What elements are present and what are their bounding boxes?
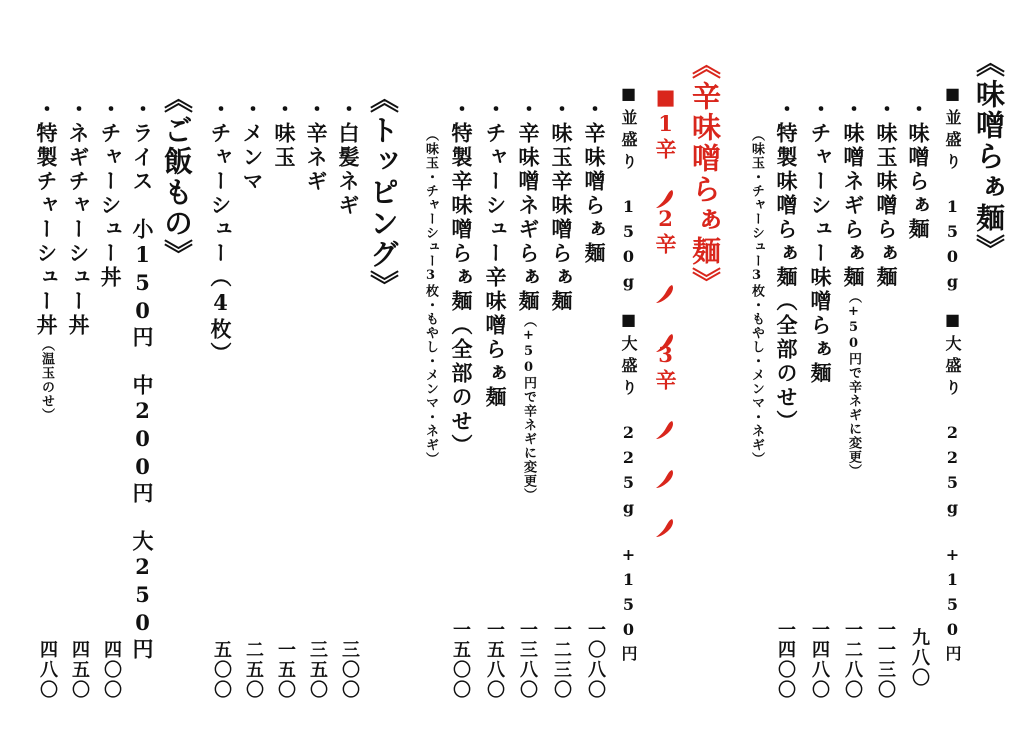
miso-item-price: 一四〇〇 (775, 620, 796, 700)
spicy-item-price: 一〇八〇 (585, 620, 606, 700)
spicy-level-3 (654, 342, 676, 539)
rice-section-title: 《ご飯もの》 (160, 84, 194, 270)
miso-item-price: 一四八〇 (809, 620, 830, 700)
miso-item-name: ・特製味噌らぁ麺（全部のせ） (774, 98, 799, 434)
miso-size-regular: ■並盛り 150g (943, 84, 962, 297)
miso-item-note: （+50円で辛ネギに変更） (846, 290, 861, 478)
chili-pepper-icon (654, 419, 676, 441)
spicy-level-label: 2辛 (653, 206, 678, 256)
spicy-item-name: ・チャーシュー辛味噌らぁ麺 (483, 98, 508, 410)
miso-item-name (843, 98, 864, 478)
miso-item-label: ・味噌ネギらぁ麺 (841, 98, 866, 290)
miso-tokusei-note: （味玉・チャーシュー3枚・もやし・メンマ・ネギ） (749, 128, 764, 466)
topping-section-title: 《トッピング》 (366, 84, 400, 301)
spicy-item-price: 一二三〇 (551, 620, 572, 700)
rice-item-name: ・ライス 小150円 中200円 大250円 (130, 98, 155, 662)
spicy-item-price: 一三八〇 (517, 620, 538, 700)
miso-item-name: ・味噌らぁ麺 (906, 98, 931, 242)
spicy-size-large: ■大盛り 225g +150円 (619, 310, 638, 667)
spicy-level-label: ■1辛 (653, 84, 678, 161)
rice-item-note: （温玉のせ） (39, 338, 54, 422)
spicy-size-regular: ■並盛り 150g (619, 84, 638, 297)
spicy-level-label: 3辛 (653, 342, 678, 392)
topping-item-price: 一五〇 (275, 640, 296, 700)
topping-item-name: ・白髪ネギ (336, 98, 361, 218)
miso-item-price: 一一三〇 (875, 620, 896, 700)
rice-item-label: ・特製チャーシュー丼 (34, 98, 59, 338)
spicy-item-price: 一五〇〇 (450, 620, 471, 700)
topping-item-price: 三〇〇 (339, 640, 360, 700)
chili-pepper-icon (654, 468, 676, 490)
topping-item-price: 五〇〇 (211, 640, 232, 700)
spicy-item-name (518, 98, 539, 502)
topping-item-name: ・メンマ (240, 98, 265, 194)
chili-pepper-icon (654, 283, 676, 305)
chili-pepper-icon (654, 517, 676, 539)
rice-item-price: 四〇〇 (101, 640, 122, 700)
spicy-item-price: 一五八〇 (484, 620, 505, 700)
spicy-level-2 (654, 206, 676, 354)
rice-item-price: 四八〇 (37, 640, 58, 700)
spicy-tokusei-note: （味玉・チャーシュー3枚・もやし・メンマ・ネギ） (423, 128, 438, 466)
rice-item-name: ・ネギチャーシュー丼 (66, 98, 91, 338)
rice-item-name: ・チャーシュー丼 (98, 98, 123, 290)
topping-item-price: 三五〇 (307, 640, 328, 700)
miso-item-name: ・チャーシュー味噌らぁ麺 (808, 98, 833, 386)
spicy-item-note: （+50円で辛ネギに変更） (521, 314, 536, 502)
rice-item-price: 四五〇 (69, 640, 90, 700)
spicy-section-title: 《辛味噌らぁ麺》 (688, 50, 722, 298)
spicy-item-name: ・特製辛味噌らぁ麺（全部のせ） (449, 98, 474, 458)
topping-item-name: ・チャーシュー（4枚） (208, 98, 233, 366)
spicy-item-name: ・辛味噌らぁ麺 (582, 98, 607, 266)
topping-item-name: ・辛ネギ (304, 98, 329, 194)
miso-item-price: 一二八〇 (842, 620, 863, 700)
topping-item-price: 二五〇 (243, 640, 264, 700)
miso-item-price: 九八〇 (909, 628, 930, 688)
spicy-level-1 (654, 84, 676, 210)
miso-section-title: 《味噌らぁ麺》 (972, 48, 1006, 265)
rice-item-name (36, 98, 57, 422)
spicy-item-name: ・味玉辛味噌らぁ麺 (549, 98, 574, 314)
topping-item-name: ・味玉 (272, 98, 297, 170)
miso-item-name: ・味玉味噌らぁ麺 (874, 98, 899, 290)
spicy-item-label: ・辛味噌ネギらぁ麺 (516, 98, 541, 314)
miso-size-large: ■大盛り 225g +150円 (943, 310, 962, 667)
